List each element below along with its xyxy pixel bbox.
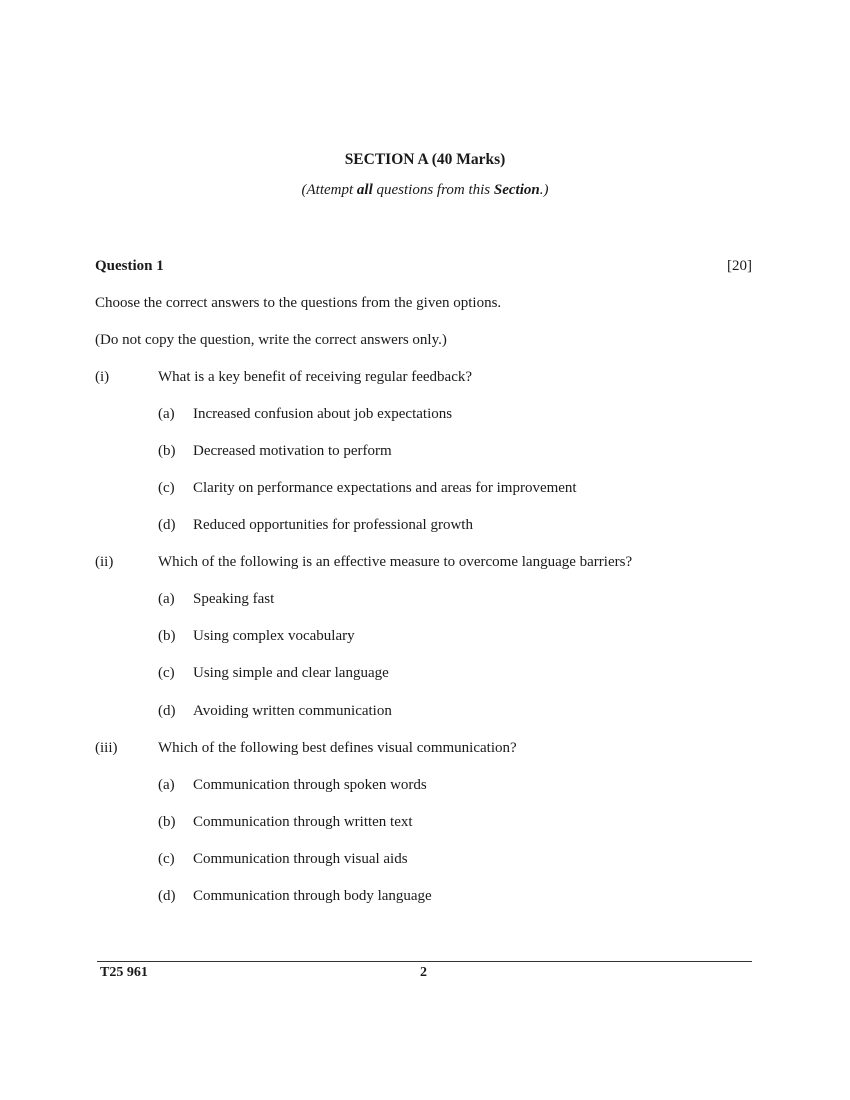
- option-letter: (b): [158, 628, 176, 644]
- option-letter: (d): [158, 888, 176, 904]
- sub-question-text: Which of the following best defines visual communication?: [158, 740, 517, 756]
- option-text: Increased confusion about job expectations: [193, 406, 453, 422]
- section-instruction-section: Section: [493, 182, 540, 198]
- option-text: Clarity on performance expectations and areas for improvement: [193, 480, 577, 496]
- option-text: Reduced opportunities for professional growth: [193, 517, 473, 533]
- sub-question-number: (i): [95, 369, 110, 385]
- sub-question-number: (iii): [95, 740, 118, 756]
- sub-question-text: What is a key benefit of receiving regular feedback?: [158, 369, 473, 385]
- option-letter: (a): [158, 591, 175, 607]
- page-number: 2: [420, 965, 427, 980]
- option-letter: (d): [158, 703, 176, 719]
- paper-code: T25 961: [100, 965, 148, 980]
- section-instruction-prefix: (Attempt: [301, 182, 357, 198]
- question-marks: [20]: [727, 258, 752, 274]
- question-title: Question 1: [95, 258, 164, 274]
- section-instruction: [0, 182, 850, 199]
- option-letter: (b): [158, 814, 176, 830]
- section-instruction-suffix: .): [539, 182, 549, 198]
- option-text: Communication through written text: [193, 814, 413, 830]
- option-text: Speaking fast: [193, 591, 275, 607]
- option-text: Using complex vocabulary: [193, 628, 355, 644]
- option-letter: (c): [158, 480, 175, 496]
- question-instruction: Choose the correct answers to the questions from the given options.: [95, 295, 502, 311]
- question-note: (Do not copy the question, write the correct answers only.): [95, 332, 447, 348]
- section-title: SECTION A (40 Marks): [344, 151, 506, 168]
- option-text: Avoiding written communication: [193, 703, 392, 719]
- option-letter: (a): [158, 777, 175, 793]
- option-letter: (b): [158, 443, 176, 459]
- option-text: Decreased motivation to perform: [193, 443, 392, 459]
- sub-question-text: Which of the following is an effective measure to overcome language barriers?: [158, 554, 633, 570]
- section-instruction-all: all: [356, 182, 373, 198]
- option-text: Communication through visual aids: [193, 851, 408, 867]
- option-letter: (c): [158, 665, 175, 681]
- sub-question-number: (ii): [95, 554, 114, 570]
- option-text: Communication through body language: [193, 888, 432, 904]
- section-instruction-middle: questions from this: [372, 182, 494, 198]
- option-letter: (c): [158, 851, 175, 867]
- footer-divider: [97, 961, 752, 962]
- option-text: Using simple and clear language: [193, 665, 389, 681]
- option-letter: (d): [158, 517, 176, 533]
- option-text: Communication through spoken words: [193, 777, 427, 793]
- option-letter: (a): [158, 406, 175, 422]
